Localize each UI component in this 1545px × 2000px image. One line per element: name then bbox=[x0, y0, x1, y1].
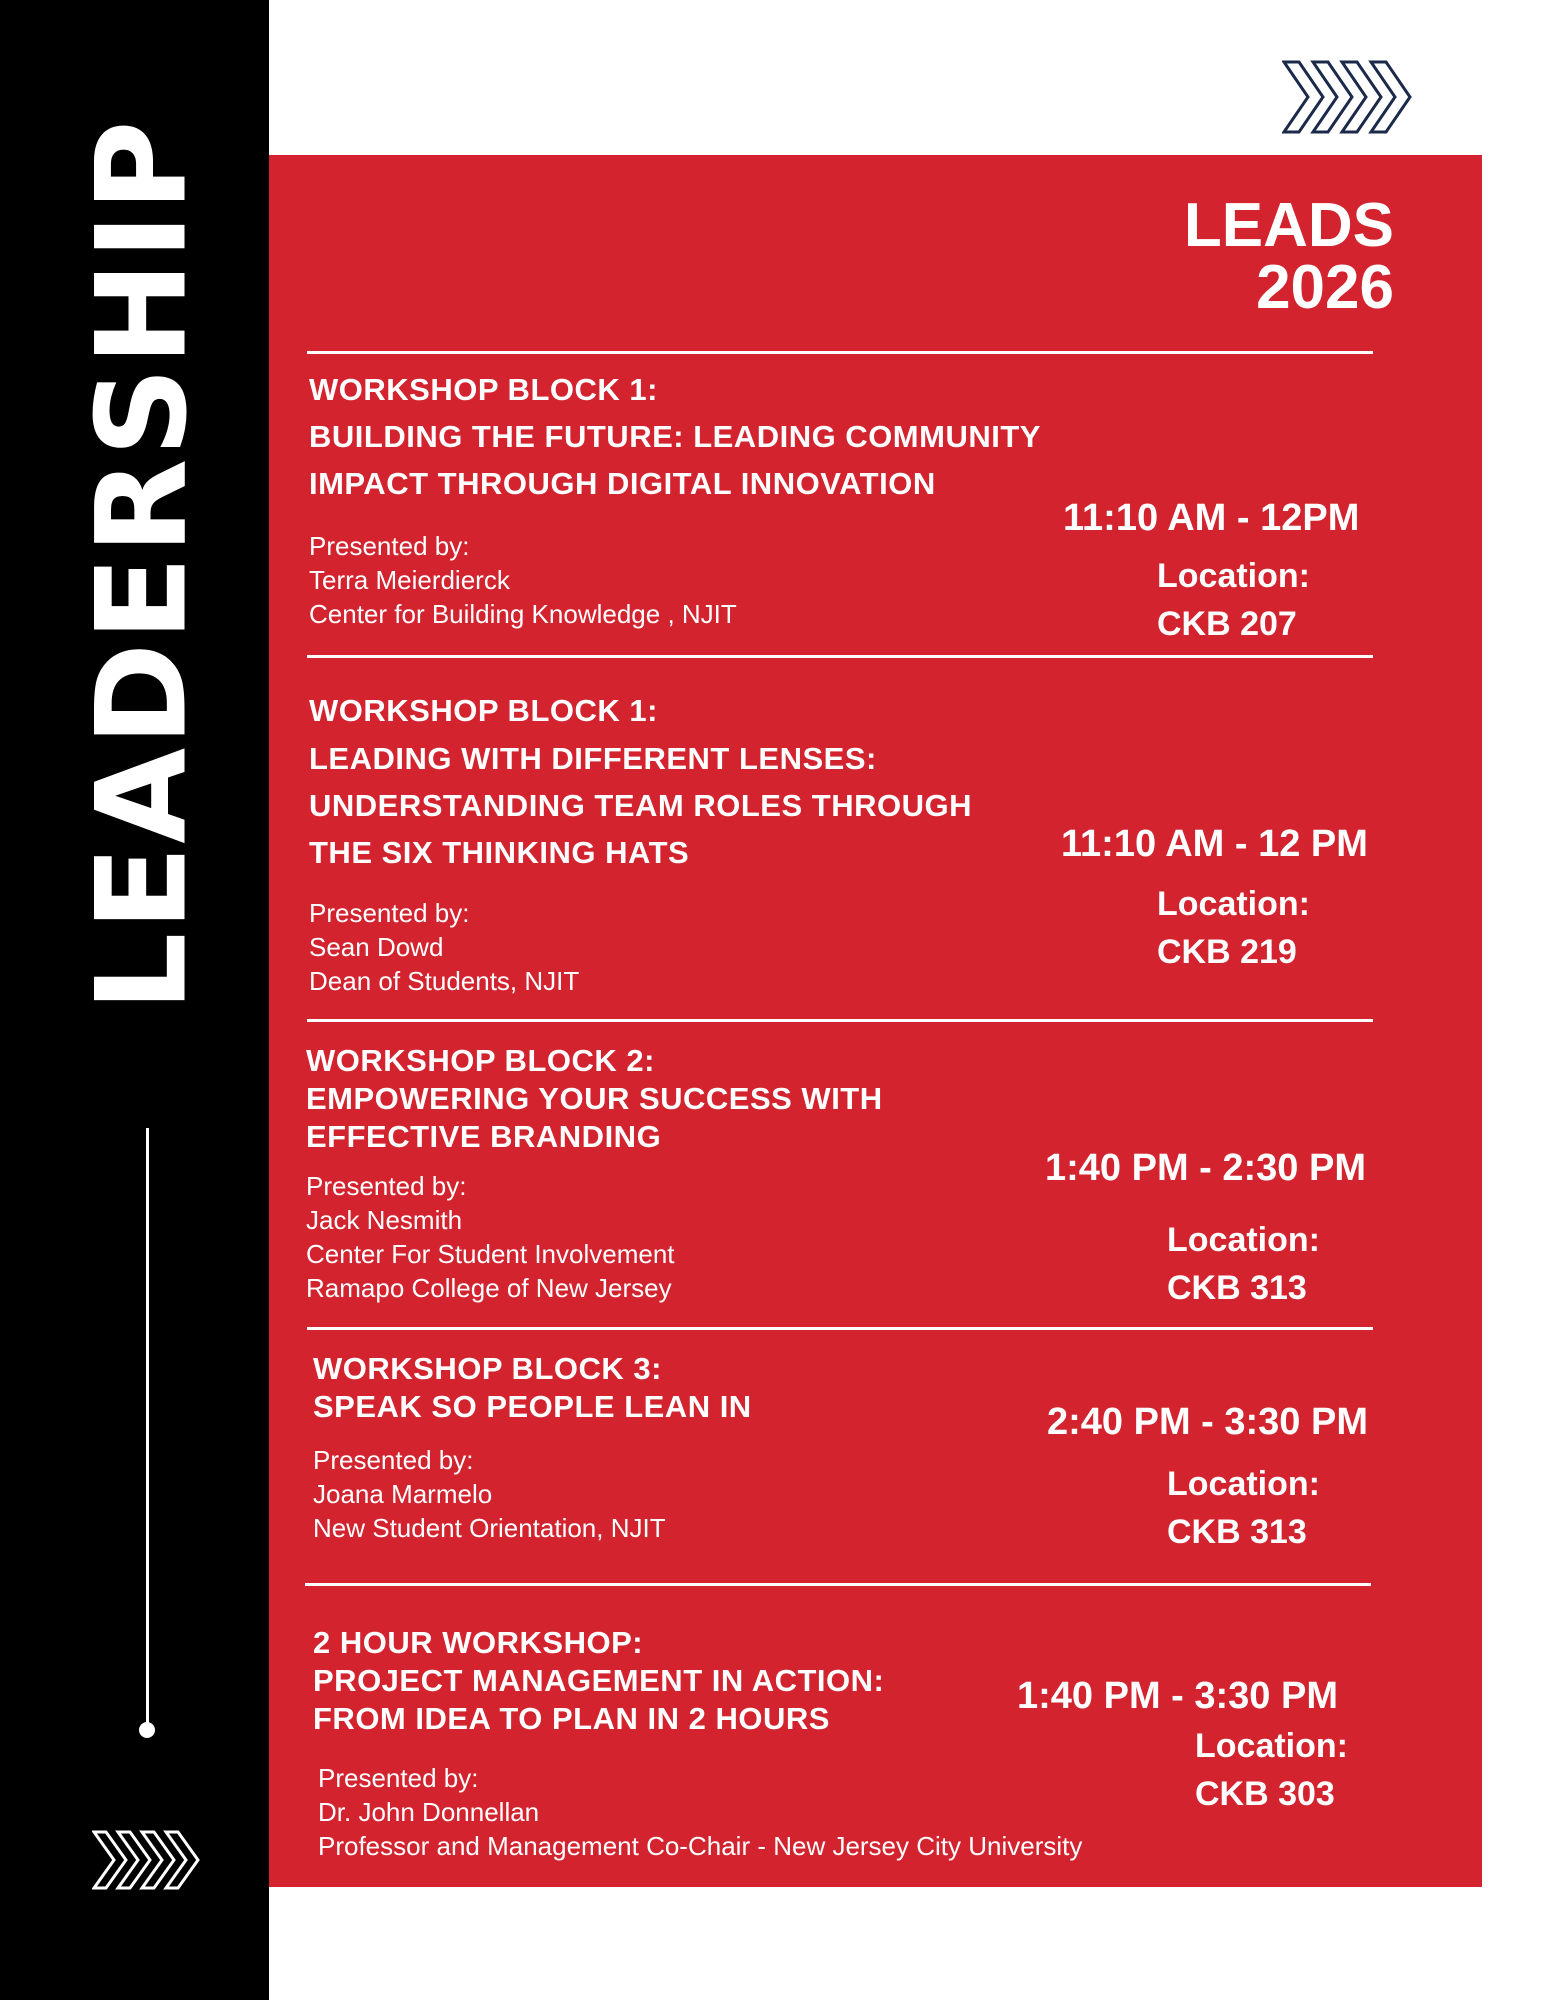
presented-by-label: Presented by: bbox=[313, 1445, 474, 1475]
workshop-time: 11:10 AM - 12PM bbox=[1063, 497, 1360, 539]
event-title-line2: 2026 bbox=[1256, 253, 1394, 322]
workshop-title-line: THE SIX THINKING HATS bbox=[309, 835, 690, 870]
divider bbox=[307, 351, 1373, 354]
workshop-title-line: IMPACT THROUGH DIGITAL INNOVATION bbox=[309, 466, 936, 501]
workshop-block-label: WORKSHOP BLOCK 2: bbox=[306, 1043, 655, 1078]
workshop-title-line: EMPOWERING YOUR SUCCESS WITH bbox=[306, 1081, 883, 1116]
chevrons-right-icon bbox=[92, 1830, 202, 1890]
presenter-affiliation: Center For Student Involvement bbox=[306, 1239, 675, 1269]
presented-by-label: Presented by: bbox=[318, 1763, 479, 1793]
presenter-name: Joana Marmelo bbox=[313, 1479, 493, 1509]
presenter-affiliation: Center for Building Knowledge , NJIT bbox=[309, 599, 737, 629]
workshop-title-line: BUILDING THE FUTURE: LEADING COMMUNITY bbox=[309, 419, 1041, 454]
presented-by-label: Presented by: bbox=[309, 531, 470, 561]
presenter-affiliation: Professor and Management Co-Chair - New Jersey City University bbox=[318, 1831, 1083, 1861]
divider bbox=[307, 655, 1373, 658]
presented-by-label: Presented by: bbox=[309, 898, 470, 928]
workshop-block-label: 2 HOUR WORKSHOP: bbox=[313, 1625, 644, 1660]
workshop-title-line: UNDERSTANDING TEAM ROLES THROUGH bbox=[309, 788, 972, 823]
workshop-time: 1:40 PM - 2:30 PM bbox=[1045, 1147, 1366, 1189]
location-label: Location: bbox=[1195, 1727, 1348, 1765]
workshop-block-label: WORKSHOP BLOCK 3: bbox=[313, 1351, 662, 1386]
location-room: CKB 313 bbox=[1167, 1513, 1307, 1551]
location-room: CKB 219 bbox=[1157, 933, 1297, 971]
presenter-affiliation: Ramapo College of New Jersey bbox=[306, 1273, 672, 1303]
workshop-title-line: PROJECT MANAGEMENT IN ACTION: bbox=[313, 1663, 885, 1698]
workshop-time: 2:40 PM - 3:30 PM bbox=[1047, 1401, 1368, 1443]
workshop-title-line: LEADING WITH DIFFERENT LENSES: bbox=[309, 741, 877, 776]
presenter-affiliation: Dean of Students, NJIT bbox=[309, 966, 580, 996]
location-label: Location: bbox=[1167, 1221, 1320, 1259]
location-room: CKB 207 bbox=[1157, 605, 1297, 643]
schedule-panel bbox=[269, 155, 1482, 1887]
chevrons-right-icon bbox=[1282, 60, 1416, 134]
divider-dot bbox=[139, 1722, 155, 1738]
presenter-affiliation: New Student Orientation, NJIT bbox=[313, 1513, 666, 1543]
presented-by-label: Presented by: bbox=[306, 1171, 467, 1201]
workshop-title-line: SPEAK SO PEOPLE LEAN IN bbox=[313, 1389, 752, 1424]
workshop-title-line: EFFECTIVE BRANDING bbox=[306, 1119, 662, 1154]
workshop-time: 1:40 PM - 3:30 PM bbox=[1017, 1675, 1338, 1717]
vertical-title-wrap bbox=[72, 47, 212, 1083]
workshop-block-label: WORKSHOP BLOCK 1: bbox=[309, 372, 658, 407]
vertical-title: LEADERSHIP bbox=[70, 118, 214, 1012]
sidebar bbox=[0, 0, 269, 2000]
location-label: Location: bbox=[1167, 1465, 1320, 1503]
location-label: Location: bbox=[1157, 557, 1310, 595]
location-room: CKB 303 bbox=[1195, 1775, 1335, 1813]
event-title-line1: LEADS bbox=[1183, 191, 1394, 260]
presenter-name: Jack Nesmith bbox=[306, 1205, 463, 1235]
divider bbox=[307, 1327, 1373, 1330]
divider bbox=[307, 1019, 1373, 1022]
location-label: Location: bbox=[1157, 885, 1310, 923]
presenter-name: Dr. John Donnellan bbox=[318, 1797, 540, 1827]
location-room: CKB 313 bbox=[1167, 1269, 1307, 1307]
workshop-title-line: FROM IDEA TO PLAN IN 2 HOURS bbox=[313, 1701, 830, 1736]
presenter-name: Sean Dowd bbox=[309, 932, 444, 962]
event-title bbox=[982, 191, 1482, 322]
workshop-block-label: WORKSHOP BLOCK 1: bbox=[309, 693, 658, 728]
presenter-name: Terra Meierdierck bbox=[309, 565, 510, 595]
divider bbox=[305, 1583, 1371, 1586]
vertical-divider-line bbox=[146, 1128, 149, 1726]
workshop-time: 11:10 AM - 12 PM bbox=[1061, 823, 1368, 865]
